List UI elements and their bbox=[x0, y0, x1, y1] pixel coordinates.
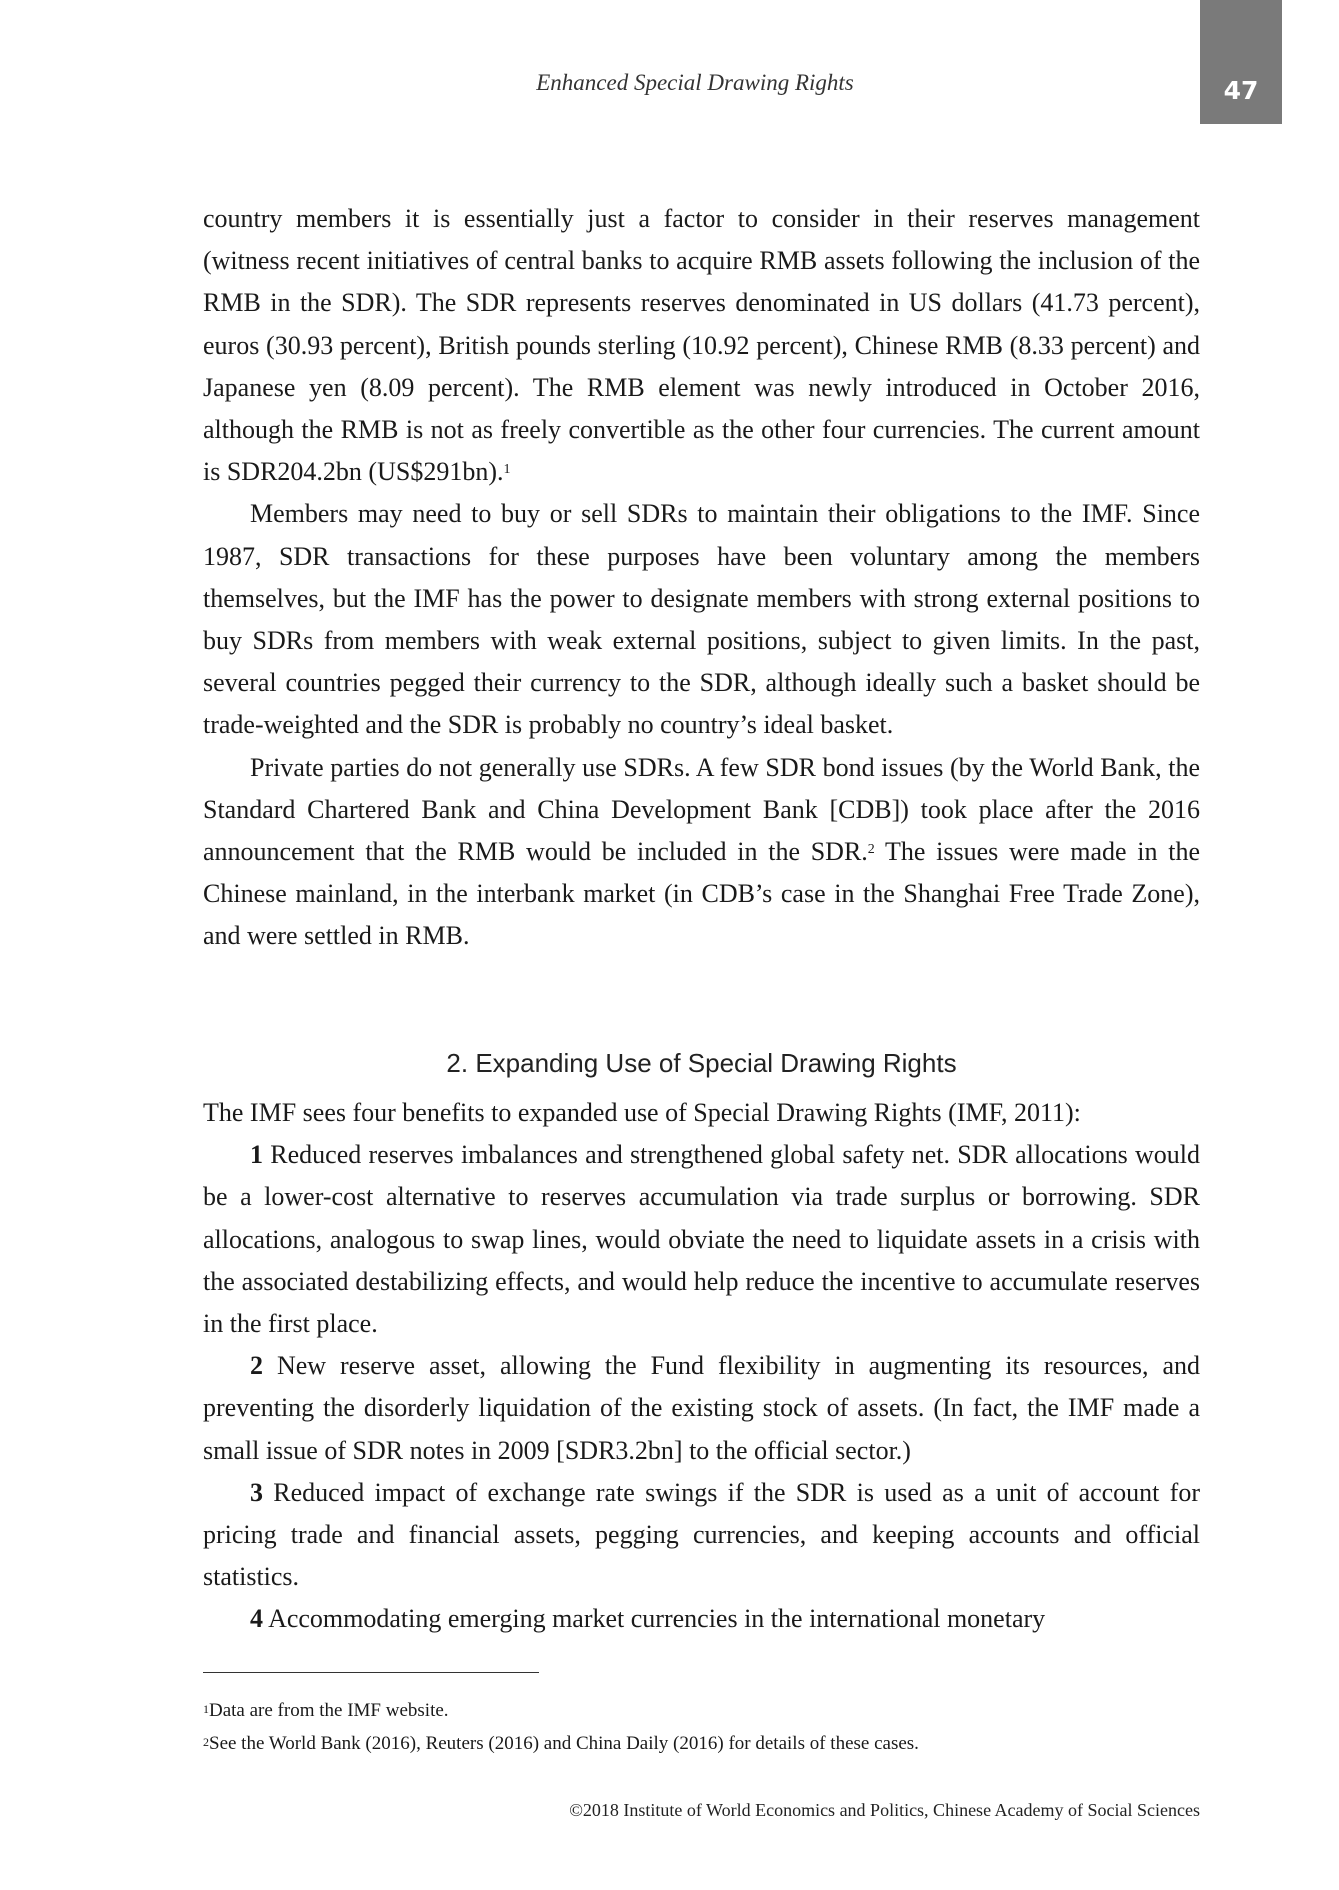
body-text-block bbox=[203, 198, 1200, 958]
footnote-reference: 2 bbox=[867, 842, 875, 858]
benefit-item: 4 Accommodating emerging market currencies in the international monetary bbox=[250, 1604, 1046, 1634]
footnote: $^1$Data are from the IMF website. bbox=[203, 1700, 449, 1721]
section-body bbox=[203, 1092, 1200, 1641]
footnotes bbox=[203, 1694, 1200, 1760]
benefit-number: 3 bbox=[250, 1477, 263, 1507]
benefit-item: 3 Reduced impact of exchange rate swings if the SDR is used as a unit of account for pricing trade and financial assets, pegging currencies, and keeping accounts and official statistics. bbox=[203, 1477, 1200, 1592]
copyright-notice: ©2018 Institute of World Economics and Politics, Chinese Academy of Social Sciences bbox=[569, 1800, 1200, 1820]
benefit-item: 2 New reserve asset, allowing the Fund flexibility in augmenting its resources, and preventing the disorderly liquidation of the existing stock of assets. (In fact, the IMF made a small issue of SDR notes in 2009 [SDR3.2bn] to the official sector.) bbox=[203, 1351, 1200, 1465]
benefit-item: 1 Reduced reserves imbalances and strengthened global safety net. SDR allocations would be a lower-cost alternative to reserves accumulation via trade surplus or borrowing. SDR allocations, analogous to swap lines, would obviate the need to liquidate assets in a crisis with the associated destabilizing effects, and would help reduce the incentive to accumulate reserves in the first place. bbox=[203, 1140, 1200, 1339]
footnote: $^2$See the World Bank (2016), Reuters (2016) and China Daily (2016) for details of these cases. bbox=[203, 1733, 919, 1754]
paragraph: country members it is essentially just a factor to consider in their reserves management (witness recent initiatives of central banks to acquire RMB assets following the inclusion of the RMB in the SDR). The SDR represents reserves denominated in US dollars (41.73 percent), euros (30.93 percent), British pounds sterling (10.92 percent), Chinese RMB (8.33 percent) and Japanese yen (8.09 percent). The RMB element was newly introduced in October 2016, although the RMB is not as freely convertible as the other four currencies. The current amount is SDR204.2bn (US$291bn).$^1$ bbox=[203, 204, 1200, 487]
paragraph: Members may need to buy or sell SDRs to maintain their obligations to the IMF. Since 1987, SDR transactions for these purposes have been voluntary among the members themselves, but the IMF has the power to designate members with strong external positions to buy SDRs from members with weak external positions, subject to given limits. In the past, several countries pegged their currency to the SDR, although ideally such a basket should be trade-weighted and the SDR is probably no country’s ideal basket. bbox=[203, 499, 1200, 740]
footnote-reference: 1 bbox=[503, 462, 511, 478]
benefit-number: 4 bbox=[250, 1604, 263, 1634]
paragraph: Private parties do not generally use SDRs. A few SDR bond issues (by the World Bank, the Standard Chartered Bank and China Development Bank [CDB]) took place after the 2016 announcement that the RMB would be included in the SDR.$^2$ The issues were made in the Chinese mainland, in the interbank market (in CDB’s case in the Shanghai Free Trade Zone), and were settled in RMB. bbox=[203, 752, 1200, 951]
page-number-tab bbox=[1200, 0, 1282, 124]
section-intro: The IMF sees four benefits to expanded use of Special Drawing Rights (IMF, 2011): bbox=[203, 1098, 1081, 1127]
page-number: 47 bbox=[1223, 76, 1259, 105]
running-header-title: Enhanced Special Drawing Rights bbox=[536, 70, 854, 95]
footnote-divider bbox=[203, 1672, 539, 1673]
benefit-number: 1 bbox=[250, 1140, 263, 1170]
section-heading: 2. Expanding Use of Special Drawing Rights bbox=[446, 1048, 957, 1078]
benefit-number: 2 bbox=[250, 1351, 263, 1381]
